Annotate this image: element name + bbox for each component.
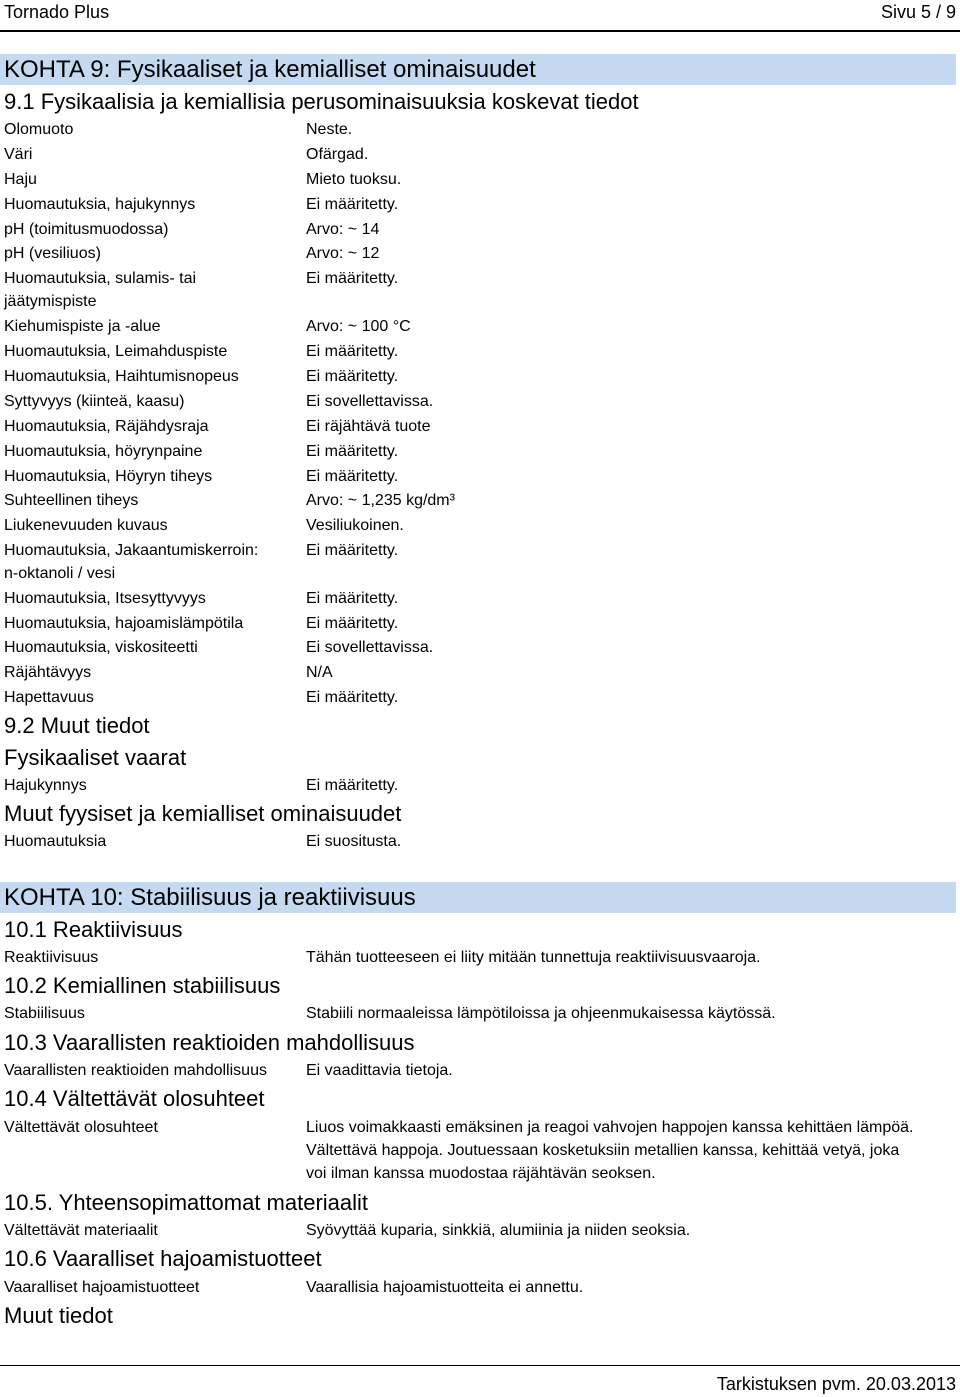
revision-date: Tarkistuksen pvm. 20.03.2013 (716, 1374, 956, 1394)
property-label: Hajukynnys (4, 777, 87, 794)
subsection-10-6: 10.6 Vaaralliset hajoamistuotteet (4, 1246, 322, 1271)
property-label: Huomautuksia, Haihtumisnopeus (4, 368, 239, 385)
property-value: Ei määritetty. (306, 270, 399, 287)
property-value: Ei määritetty. (306, 443, 399, 460)
property-value: Tähän tuotteeseen ei liity mitään tunnettuja reaktiivisuusvaaroja. (306, 949, 761, 966)
property-value: Arvo: ~ 1,235 kg/dm³ (306, 492, 455, 509)
page-header (0, 0, 960, 24)
header-divider (0, 30, 960, 32)
property-value: Ei räjähtävä tuote (306, 418, 431, 435)
property-value: Neste. (306, 121, 353, 138)
property-value: Arvo: ~ 100 °C (306, 318, 411, 335)
property-label: Huomautuksia (4, 833, 107, 850)
property-label: Reaktiivisuus (4, 949, 99, 966)
property-value: Vesiliukoinen. (306, 517, 404, 534)
property-label: Kiehumispiste ja -alue (4, 318, 161, 335)
property-value: Liuos voimakkaasti emäksinen ja reagoi vahvojen happojen kanssa kehittäen lämpöä. Vältettävä happoja. Joutuessaan kosketuksiin metallien kanssa, kehittää vetyä, joka voi ilman kanssa muodostaa räjähtävän seoksen. (306, 1119, 914, 1182)
property-label: Huomautuksia, hajoamislämpötila (4, 615, 244, 632)
property-label: Suhteellinen tiheys (4, 492, 139, 509)
subsection-10-3: 10.3 Vaarallisten reaktioiden mahdollisuus (4, 1030, 415, 1055)
property-label: Huomautuksia, viskositeetti (4, 639, 198, 656)
property-value: Stabiili normaaleissa lämpötiloissa ja ohjeenmukaisessa käytössä. (306, 1005, 776, 1022)
subsection-9-1: 9.1 Fysikaalisia ja kemiallisia perusominaisuuksia koskevat tiedot (4, 89, 639, 114)
property-label: Vaaralliset hajoamistuotteet (4, 1279, 200, 1296)
property-value: Ei määritetty. (306, 343, 399, 360)
subsection-9-2: 9.2 Muut tiedot (4, 713, 150, 738)
section-9-title-text: KOHTA 9: Fysikaaliset ja kemialliset ominaisuudet (4, 56, 536, 83)
property-value: Ei määritetty. (306, 590, 399, 607)
property-label: Huomautuksia, Jakaantumiskerroin: n-oktanoli / vesi (4, 542, 259, 582)
property-label: Vältettävät olosuhteet (4, 1119, 158, 1136)
property-value: Ei vaadittavia tietoja. (306, 1062, 453, 1079)
physical-hazards-heading: Fysikaaliset vaarat (4, 745, 187, 770)
property-value: Syövyttää kuparia, sinkkiä, alumiinia ja niiden seoksia. (306, 1222, 691, 1239)
property-value: Ei määritetty. (306, 468, 399, 485)
property-label: Liukenevuuden kuvaus (4, 517, 168, 534)
property-value: Vaarallisia hajoamistuotteita ei annettu. (306, 1279, 584, 1296)
property-value: Arvo: ~ 14 (306, 221, 380, 238)
property-label: Huomautuksia, Räjähdysraja (4, 418, 209, 435)
property-value: Ei sovellettavissa. (306, 393, 434, 410)
property-value: Arvo: ~ 12 (306, 245, 380, 262)
other-info-heading: Muut tiedot (4, 1303, 113, 1328)
property-label: Huomautuksia, Höyryn tiheys (4, 468, 213, 485)
property-label: Stabiilisuus (4, 1005, 85, 1022)
property-label: pH (toimitusmuodossa) (4, 221, 169, 238)
property-label: Räjähtävyys (4, 664, 92, 681)
property-label: Huomautuksia, Leimahduspiste (4, 343, 228, 360)
property-value: Ofärgad. (306, 146, 369, 163)
product-name: Tornado Plus (4, 2, 110, 22)
property-label: Haju (4, 171, 37, 188)
property-label: Väri (4, 146, 33, 163)
property-label: Syttyvyys (kiinteä, kaasu) (4, 393, 185, 410)
property-value: Ei määritetty. (306, 689, 399, 706)
other-properties-heading: Muut fyysiset ja kemialliset ominaisuudet (4, 801, 402, 826)
property-value: Ei määritetty. (306, 368, 399, 385)
subsection-10-1: 10.1 Reaktiivisuus (4, 917, 183, 942)
property-label: Huomautuksia, hajukynnys (4, 196, 196, 213)
property-label: Hapettavuus (4, 689, 94, 706)
property-label: Vältettävät materiaalit (4, 1222, 158, 1239)
subsection-10-5: 10.5. Yhteensopimattomat materiaalit (4, 1190, 369, 1215)
property-label: Olomuoto (4, 121, 74, 138)
subsection-10-2: 10.2 Kemiallinen stabiilisuus (4, 973, 281, 998)
property-label: Huomautuksia, sulamis- tai jäätymispiste (4, 270, 197, 310)
property-label: Vaarallisten reaktioiden mahdollisuus (4, 1062, 267, 1079)
section-9-title (0, 54, 956, 85)
property-value: N/A (306, 664, 333, 681)
page-number: Sivu 5 / 9 (880, 2, 956, 22)
property-value: Ei määritetty. (306, 615, 399, 632)
property-value: Ei suositusta. (306, 833, 402, 850)
property-value: Ei sovellettavissa. (306, 639, 434, 656)
property-value: Ei määritetty. (306, 196, 399, 213)
property-label: Huomautuksia, höyrynpaine (4, 443, 203, 460)
property-value: Ei määritetty. (306, 777, 399, 794)
property-value: Mieto tuoksu. (306, 171, 402, 188)
section-10-title-text: KOHTA 10: Stabiilisuus ja reaktiivisuus (4, 884, 416, 911)
property-value: Ei määritetty. (306, 542, 399, 559)
property-label: pH (vesiliuos) (4, 245, 101, 262)
subsection-10-4: 10.4 Vältettävät olosuhteet (4, 1086, 265, 1111)
property-label: Huomautuksia, Itsesyttyvyys (4, 590, 206, 607)
section-10-title (0, 882, 956, 913)
footer-divider (0, 1365, 960, 1366)
